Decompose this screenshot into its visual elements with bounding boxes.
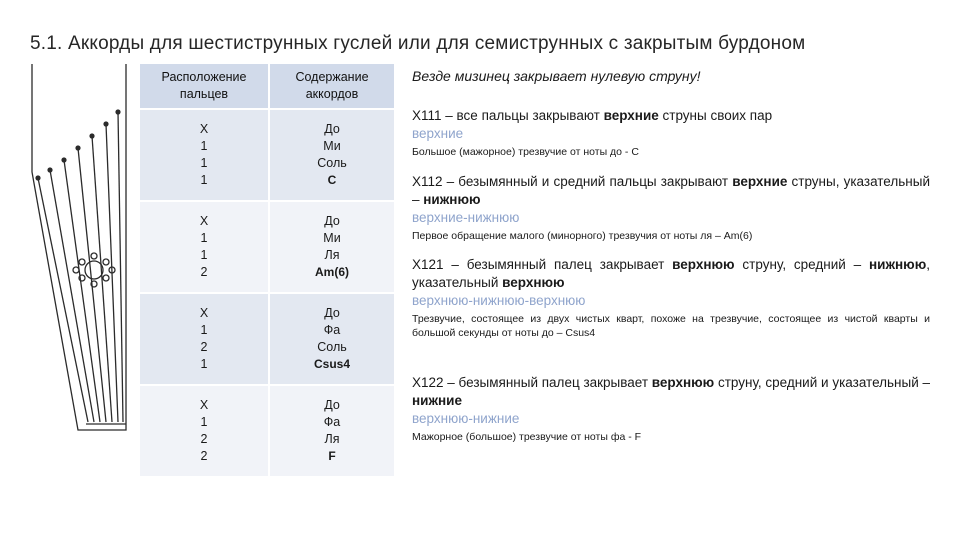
string [50,170,94,422]
string-pattern: верхнюю-нижние [412,411,520,426]
table-row [139,293,395,385]
chord-cell: До Ми Ля Am(6) [269,201,395,293]
table-row [139,109,395,201]
string [118,112,123,422]
chord-name: F [328,449,336,463]
string [38,178,88,422]
finger-cell: Х 1 1 2 [139,201,269,293]
tuning-peg [35,175,40,180]
tuning-peg [89,133,94,138]
tuning-peg [103,121,108,126]
tuning-peg [75,145,80,150]
section-heading: Х112 – безымянный и средний пальцы закрывают верхние струны, указательный – нижнюю [412,174,930,207]
table-row [139,385,395,477]
pinky-note: Везде мизинец закрывает нулевую струну! [412,68,701,84]
table-header-row [139,63,395,109]
section-heading: Х121 – безымянный палец закрывает верхнюю струну, средний – нижнюю, указательный верхнюю [412,257,930,290]
finger-cell: Х 1 2 1 [139,293,269,385]
chord-cell: До Фа Ля F [269,385,395,477]
string-pattern: верхние-нижнюю [412,210,520,225]
section-x122 [412,374,930,444]
header-chords: Содержание аккордов [269,63,395,109]
chord-name: С [327,173,337,187]
section-x111 [412,107,930,159]
chord-description: Трезвучие, состоящее из двух чистых кварт, похоже на трезвучие, состоящее из чистой кварты и большой секунды от ноты до – Csus4 [412,313,930,339]
chord-description: Первое обращение малого (минорного) трезвучия от ноты ля – Am(6) [412,230,753,242]
header-fingers: Расположение пальцев [139,63,269,109]
slide-title: 5.1. Аккорды для шестиструнных гуслей или для семиструнных с закрытым бурдоном [30,33,806,54]
chord-table [138,62,396,478]
table-row [139,201,395,293]
chord-name: Csus4 [313,357,351,371]
section-heading: Х122 – безымянный палец закрывает верхнюю струну, средний и указательный – нижние [412,375,931,408]
chord-name: Am(6) [314,265,349,279]
chord-cell: До Фа Соль Csus4 [269,293,395,385]
soundhole [85,261,103,279]
finger-cell: Х 1 2 2 [139,385,269,477]
chord-description: Мажорное (большое) трезвучие от ноты фа - F [412,431,642,443]
section-x121 [412,256,930,340]
section-x112 [412,173,930,243]
tuning-peg [47,167,52,172]
gusli-diagram [26,62,136,442]
string-pattern: верхние [412,126,464,141]
tuning-peg [115,109,120,114]
section-heading: Х111 – все пальцы закрывают верхние струны своих пар [412,108,773,123]
finger-cell: Х 1 1 1 [139,109,269,201]
tuning-peg [61,157,66,162]
chord-cell: До Ми Соль С [269,109,395,201]
chord-description: Большое (мажорное) трезвучие от ноты до - С [412,146,639,158]
string-pattern: верхнюю-нижнюю-верхнюю [412,293,586,308]
